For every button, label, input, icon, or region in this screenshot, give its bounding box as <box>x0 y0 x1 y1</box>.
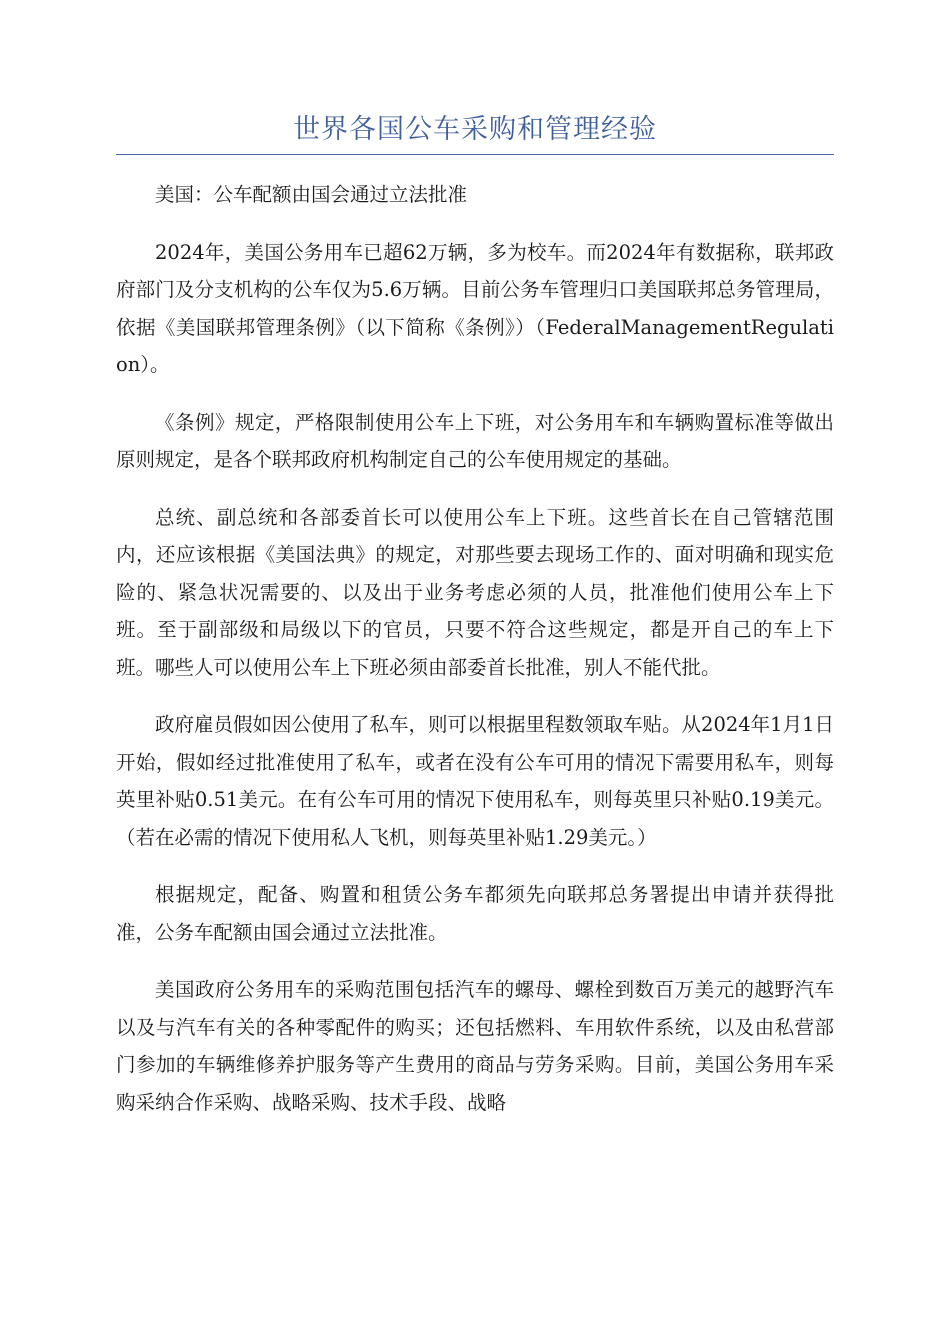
paragraph: 《条例》规定，严格限制使用公车上下班，对公务用车和车辆购置标准等做出原则规定，是各个联邦政府机构制定自己的公车使用规定的基础。 <box>116 410 834 471</box>
paragraph: 总统、副总统和各部委首长可以使用公车上下班。这些首长在自己管辖范围内，还应该根据《美国法典》的规定，对那些要去现场工作的、面对明确和现实危险的、紧急状况需要的、以及出于业务考虑必须的人员，批准他们使用公车上下班。至于副部级和局级以下的官员，只要不符合这些规定，都是开自己的车上下班。哪些人可以使用公车上下班必须由部委首长批准，别人不能代批。 <box>116 505 834 679</box>
document-body <box>116 176 834 1141</box>
paragraph: 政府雇员假如因公使用了私车，则可以根据里程数领取车贴。从2024年1月1日开始，假如经过批准使用了私车，或者在没有公车可用的情况下需要用私车，则每英里补贴0.51美元。在有公车可用的情况下使用私车，则每英里只补贴0.19美元。（若在必需的情况下使用私人飞机，则每英里补贴1.29美元。） <box>116 713 834 849</box>
document-title: 世界各国公车采购和管理经验 <box>293 114 657 145</box>
paragraph: 2024年，美国公务用车已超62万辆，多为校车。而2024年有数据称，联邦政府部门及分支机构的公车仅为5.6万辆。目前公务车管理归口美国联邦总务管理局，依据《美国联邦管理条例》（以下简称《条例》）（FederalManagementRegulation）。 <box>116 240 834 376</box>
paragraph: 根据规定，配备、购置和租赁公务车都须先向联邦总务署提出申请并获得批准，公务车配额由国会通过立法批准。 <box>116 883 834 944</box>
paragraph-section-heading: 美国：公车配额由国会通过立法批准 <box>155 183 468 206</box>
paragraph: 美国政府公务用车的采购范围包括汽车的螺母、螺栓到数百万美元的越野汽车以及与汽车有关的各种零配件的购买；还包括燃料、车用软件系统，以及由私营部门参加的车辆维修养护服务等产生费用的商品与劳务采购。目前，美国公务用车采购采纳合作采购、战略采购、技术手段、战略 <box>116 978 834 1114</box>
title-underline <box>116 154 834 155</box>
